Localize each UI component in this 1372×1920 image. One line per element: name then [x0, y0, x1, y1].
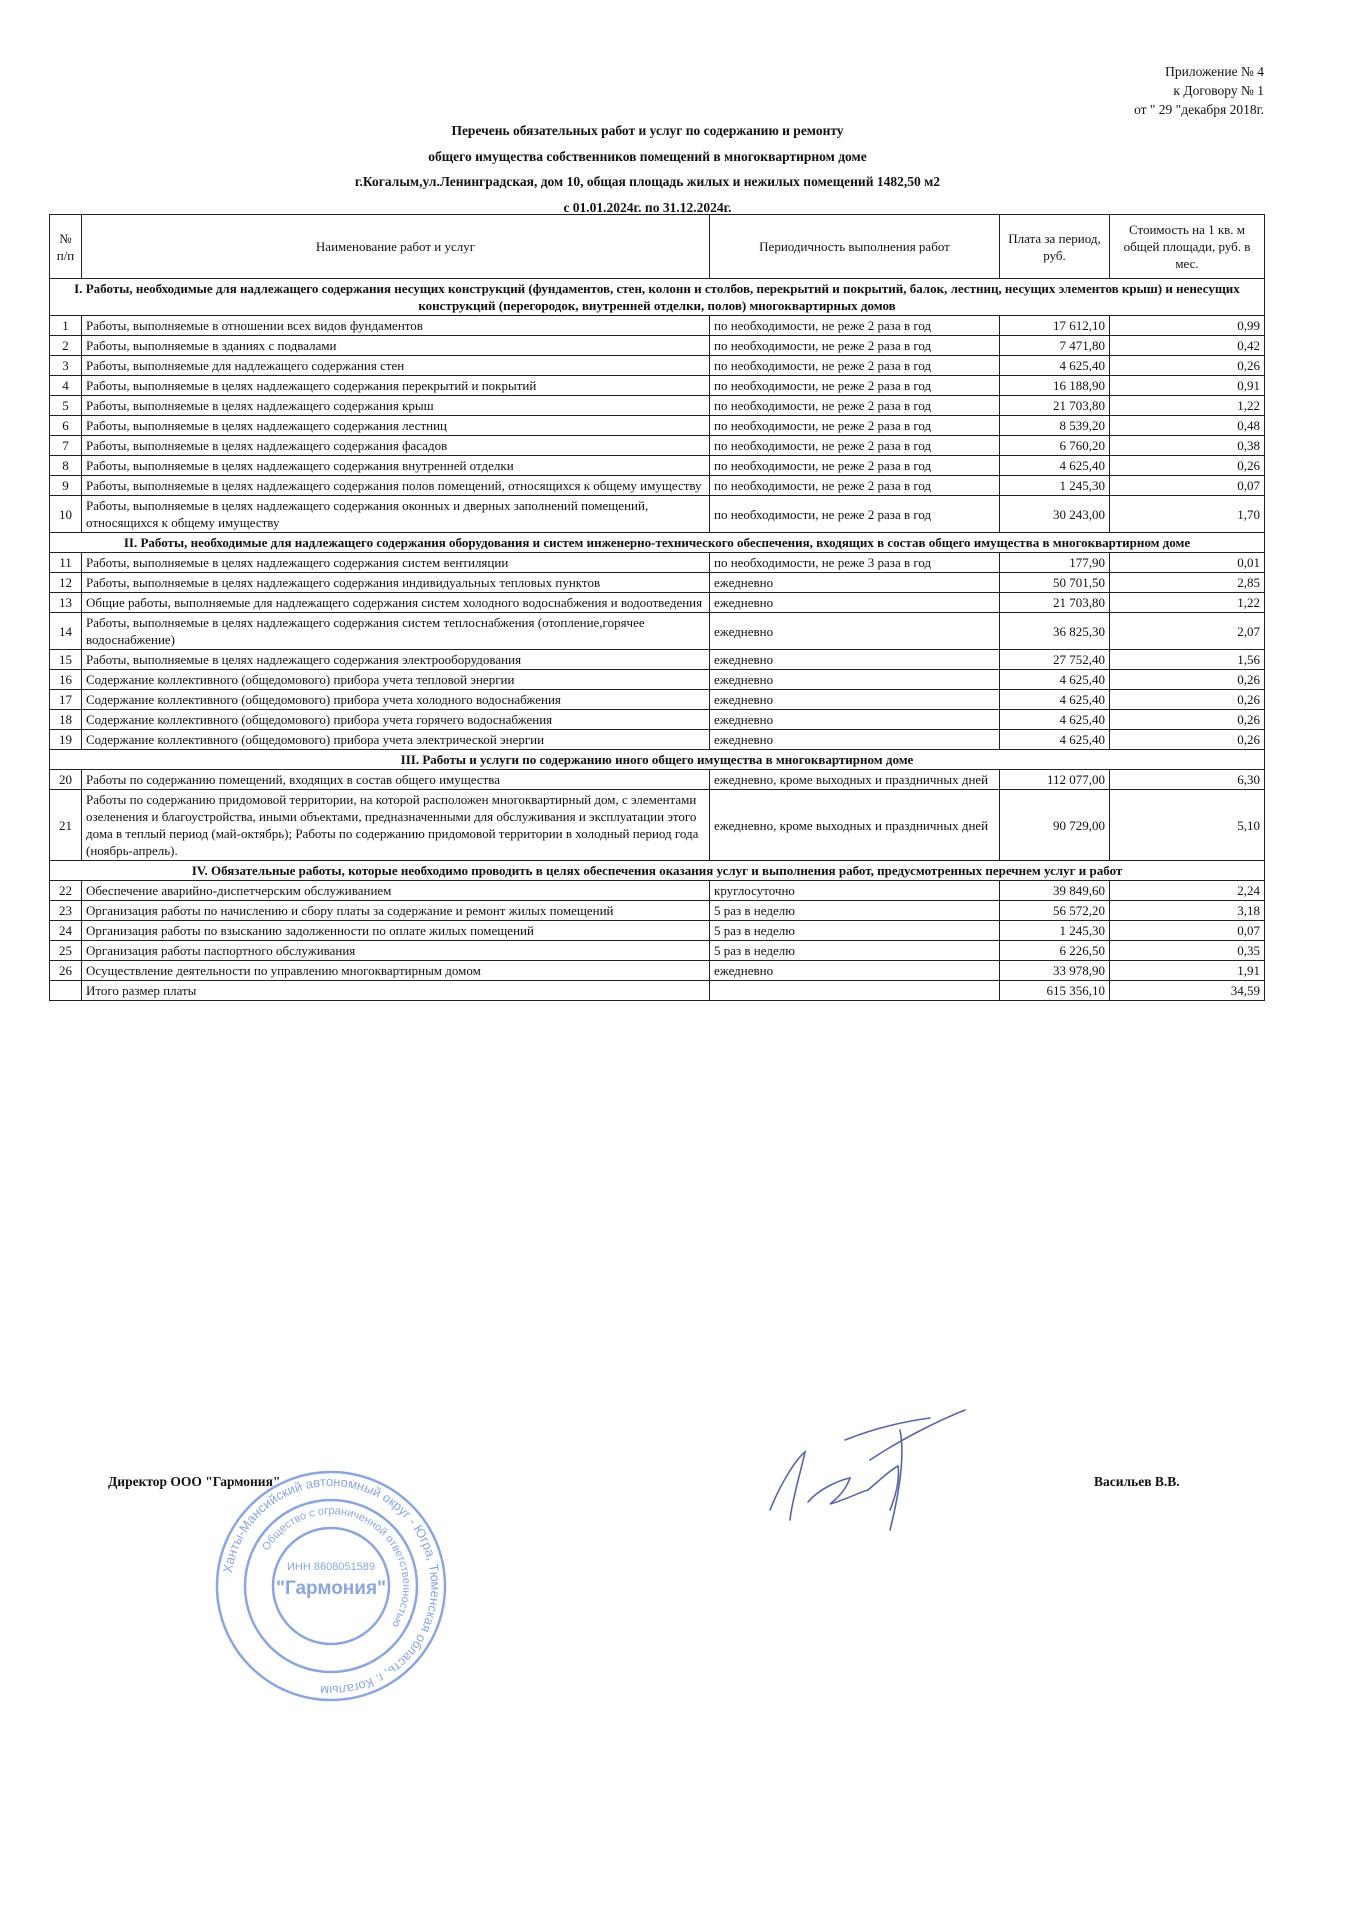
table-header-row — [50, 215, 1265, 279]
appendix-line-3: от " 29 "декабря 2018г. — [1134, 102, 1264, 117]
row-number: 23 — [50, 901, 82, 921]
section-title: II. Работы, необходимые для надлежащего содержания оборудования и систем инженерно-технического обеспечения, входящих в состав общего имущества в многоквартирном доме — [50, 533, 1265, 553]
table-row — [50, 730, 1265, 750]
work-name: Работы по содержанию помещений, входящих в состав общего имущества — [82, 770, 710, 790]
total-row — [50, 981, 1265, 1001]
work-periodicity: ежедневно — [710, 961, 1000, 981]
table-row — [50, 416, 1265, 436]
period-payment: 56 572,20 — [1000, 901, 1110, 921]
header-cost: Стоимость на 1 кв. м общей площади, руб. в мес. — [1110, 215, 1265, 279]
period-payment: 8 539,20 — [1000, 416, 1110, 436]
table-row — [50, 376, 1265, 396]
table-row — [50, 710, 1265, 730]
table-row — [50, 356, 1265, 376]
header-pay: Плата за период, руб. — [1000, 215, 1110, 279]
seal-company-name: "Гармония" — [275, 1578, 387, 1599]
row-number: 17 — [50, 690, 82, 710]
table-body — [50, 279, 1265, 1001]
period-payment: 17 612,10 — [1000, 316, 1110, 336]
period-payment: 30 243,00 — [1000, 496, 1110, 533]
row-number: 15 — [50, 650, 82, 670]
header-num: № п/п — [50, 215, 82, 279]
section-title: IV. Обязательные работы, которые необходимо проводить в целях обеспечения оказания услуг и выполнения работ, предусмотренных перечнем услуг и работ — [50, 861, 1265, 881]
work-name: Работы по содержанию придомовой территории, на которой расположен многоквартирный дом, с элементами озеленения и благоустройства, иными объектами, предназначенными для обслуживания и эксплуатации этого дома в теплый период (май-октябрь); Работы по содержанию придомовой территории в холодный период года (ноябрь-апрель). — [82, 790, 710, 861]
row-number: 3 — [50, 356, 82, 376]
work-periodicity: по необходимости, не реже 2 раза в год — [710, 476, 1000, 496]
row-number: 1 — [50, 316, 82, 336]
work-name: Организация работы по взысканию задолженности по оплате жилых помещений — [82, 921, 710, 941]
cost-per-sqm: 0,91 — [1110, 376, 1265, 396]
work-periodicity: ежедневно, кроме выходных и праздничных дней — [710, 770, 1000, 790]
work-name: Организация работы паспортного обслуживания — [82, 941, 710, 961]
table-row — [50, 553, 1265, 573]
appendix-reference — [1134, 62, 1264, 119]
work-periodicity: ежедневно — [710, 573, 1000, 593]
table-row — [50, 316, 1265, 336]
period-payment: 4 625,40 — [1000, 456, 1110, 476]
work-name: Содержание коллективного (общедомового) прибора учета тепловой энергии — [82, 670, 710, 690]
cost-per-sqm: 0,99 — [1110, 316, 1265, 336]
row-number: 22 — [50, 881, 82, 901]
work-periodicity: ежедневно — [710, 593, 1000, 613]
section-header-row — [50, 279, 1265, 316]
cost-per-sqm: 1,56 — [1110, 650, 1265, 670]
work-periodicity: по необходимости, не реже 2 раза в год — [710, 416, 1000, 436]
cost-per-sqm: 3,18 — [1110, 901, 1265, 921]
section-header-row — [50, 533, 1265, 553]
row-number: 26 — [50, 961, 82, 981]
cost-per-sqm: 2,85 — [1110, 573, 1265, 593]
work-periodicity: по необходимости, не реже 2 раза в год — [710, 396, 1000, 416]
table-row — [50, 961, 1265, 981]
services-table — [49, 214, 1265, 1001]
work-periodicity: круглосуточно — [710, 881, 1000, 901]
work-name: Работы, выполняемые в целях надлежащего содержания фасадов — [82, 436, 710, 456]
period-payment: 4 625,40 — [1000, 670, 1110, 690]
period-payment: 39 849,60 — [1000, 881, 1110, 901]
table-row — [50, 921, 1265, 941]
appendix-line-2: к Договору № 1 — [1173, 83, 1264, 98]
row-number: 12 — [50, 573, 82, 593]
total-payment: 615 356,10 — [1000, 981, 1110, 1001]
row-number: 19 — [50, 730, 82, 750]
table-row — [50, 901, 1265, 921]
table-row — [50, 336, 1265, 356]
table-row — [50, 690, 1265, 710]
work-periodicity: по необходимости, не реже 2 раза в год — [710, 496, 1000, 533]
work-name: Работы, выполняемые в целях надлежащего содержания крыш — [82, 396, 710, 416]
cost-per-sqm: 0,48 — [1110, 416, 1265, 436]
table-row — [50, 613, 1265, 650]
period-payment: 90 729,00 — [1000, 790, 1110, 861]
table-row — [50, 790, 1265, 861]
director-title: Директор ООО "Гармония" — [108, 1474, 281, 1489]
row-number: 7 — [50, 436, 82, 456]
table-row — [50, 436, 1265, 456]
period-payment: 16 188,90 — [1000, 376, 1110, 396]
work-periodicity: по необходимости, не реже 2 раза в год — [710, 456, 1000, 476]
signer-name: Васильев В.В. — [1094, 1474, 1180, 1489]
work-name: Работы, выполняемые в целях надлежащего содержания систем вентиляции — [82, 553, 710, 573]
work-name: Работы, выполняемые для надлежащего содержания стен — [82, 356, 710, 376]
row-number: 14 — [50, 613, 82, 650]
table-row — [50, 670, 1265, 690]
period-payment: 1 245,30 — [1000, 476, 1110, 496]
period-payment: 6 226,50 — [1000, 941, 1110, 961]
cost-per-sqm: 0,26 — [1110, 730, 1265, 750]
table-row — [50, 476, 1265, 496]
header-period: Периодичность выполнения работ — [710, 215, 1000, 279]
cost-per-sqm: 0,26 — [1110, 456, 1265, 476]
row-number: 20 — [50, 770, 82, 790]
work-name: Содержание коллективного (общедомового) прибора учета электрической энергии — [82, 730, 710, 750]
row-number: 21 — [50, 790, 82, 861]
cost-per-sqm: 0,01 — [1110, 553, 1265, 573]
table-row — [50, 456, 1265, 476]
table-row — [50, 650, 1265, 670]
section-header-row — [50, 861, 1265, 881]
work-name: Содержание коллективного (общедомового) прибора учета горячего водоснабжения — [82, 710, 710, 730]
period-payment: 4 625,40 — [1000, 690, 1110, 710]
work-periodicity: ежедневно — [710, 730, 1000, 750]
section-title: I. Работы, необходимые для надлежащего содержания несущих конструкций (фундаментов, стен, колонн и столбов, перекрытий и покрытий, балок, лестниц, несущих элементов крыш) и ненесущих конструкций (перегородок, внутренней отделки, полов) многоквартирных домов — [50, 279, 1265, 316]
work-periodicity: по необходимости, не реже 2 раза в год — [710, 356, 1000, 376]
row-number: 13 — [50, 593, 82, 613]
work-name: Работы, выполняемые в целях надлежащего содержания электрооборудования — [82, 650, 710, 670]
cost-per-sqm: 0,07 — [1110, 476, 1265, 496]
period-payment: 7 471,80 — [1000, 336, 1110, 356]
table-row — [50, 881, 1265, 901]
header-name: Наименование работ и услуг — [82, 215, 710, 279]
work-periodicity: по необходимости, не реже 2 раза в год — [710, 436, 1000, 456]
work-name: Работы, выполняемые в целях надлежащего содержания оконных и дверных заполнений помещений, относящихся к общему имуществу — [82, 496, 710, 533]
total-cost-per-sqm: 34,59 — [1110, 981, 1265, 1001]
cost-per-sqm: 0,42 — [1110, 336, 1265, 356]
work-name: Работы, выполняемые в целях надлежащего содержания перекрытий и покрытий — [82, 376, 710, 396]
table-row — [50, 573, 1265, 593]
period-payment: 4 625,40 — [1000, 710, 1110, 730]
period-payment: 6 760,20 — [1000, 436, 1110, 456]
table-row — [50, 941, 1265, 961]
row-number: 25 — [50, 941, 82, 961]
title-line-1: Перечень обязательных работ и услуг по содержанию и ремонту — [451, 123, 844, 138]
table-row — [50, 396, 1265, 416]
row-number: 6 — [50, 416, 82, 436]
work-periodicity: 5 раз в неделю — [710, 921, 1000, 941]
cost-per-sqm: 5,10 — [1110, 790, 1265, 861]
period-payment: 4 625,40 — [1000, 730, 1110, 750]
work-name: Работы, выполняемые в целях надлежащего содержания внутренней отделки — [82, 456, 710, 476]
row-number: 9 — [50, 476, 82, 496]
cost-per-sqm: 0,26 — [1110, 356, 1265, 376]
work-periodicity: по необходимости, не реже 2 раза в год — [710, 336, 1000, 356]
row-number: 2 — [50, 336, 82, 356]
work-name: Осуществление деятельности по управлению многоквартирным домом — [82, 961, 710, 981]
appendix-line-1: Приложение № 4 — [1165, 64, 1264, 79]
title-line-3: г.Когалым,ул.Ленинградская, дом 10, общая площадь жилых и нежилых помещений 1482,50 м2 — [354, 174, 941, 189]
work-periodicity: 5 раз в неделю — [710, 941, 1000, 961]
period-payment: 112 077,00 — [1000, 770, 1110, 790]
cost-per-sqm: 1,91 — [1110, 961, 1265, 981]
work-name: Работы, выполняемые в отношении всех видов фундаментов — [82, 316, 710, 336]
work-periodicity: ежедневно — [710, 613, 1000, 650]
row-number: 10 — [50, 496, 82, 533]
cost-per-sqm: 1,22 — [1110, 396, 1265, 416]
table-row — [50, 593, 1265, 613]
company-seal — [211, 1466, 451, 1706]
title-line-4: с 01.01.2024г. по 31.12.2024г. — [563, 199, 732, 215]
work-name: Работы, выполняемые в целях надлежащего содержания лестниц — [82, 416, 710, 436]
row-number: 18 — [50, 710, 82, 730]
period-payment: 27 752,40 — [1000, 650, 1110, 670]
cost-per-sqm: 0,26 — [1110, 690, 1265, 710]
work-periodicity: 5 раз в неделю — [710, 901, 1000, 921]
director-signature — [750, 1400, 980, 1550]
total-period-cell — [710, 981, 1000, 1001]
row-number: 24 — [50, 921, 82, 941]
work-periodicity: по необходимости, не реже 2 раза в год — [710, 376, 1000, 396]
period-payment: 177,90 — [1000, 553, 1110, 573]
cost-per-sqm: 2,24 — [1110, 881, 1265, 901]
cost-per-sqm: 1,22 — [1110, 593, 1265, 613]
cost-per-sqm: 6,30 — [1110, 770, 1265, 790]
total-num-cell — [50, 981, 82, 1001]
cost-per-sqm: 0,35 — [1110, 941, 1265, 961]
work-name: Работы, выполняемые в целях надлежащего содержания полов помещений, относящихся к общему имуществу — [82, 476, 710, 496]
row-number: 8 — [50, 456, 82, 476]
table-row — [50, 496, 1265, 533]
period-payment: 21 703,80 — [1000, 396, 1110, 416]
seal-inn: ИНН 8608051589 — [286, 1561, 376, 1573]
work-periodicity: ежедневно — [710, 670, 1000, 690]
seal-outer-text: Ханты-Мансийский автономный округ - Югра, Тюменская область, г. Когалым — [219, 1473, 444, 1699]
work-name: Работы, выполняемые в зданиях с подвалами — [82, 336, 710, 356]
work-name: Обеспечение аварийно-диспетчерским обслуживанием — [82, 881, 710, 901]
work-periodicity: ежедневно — [710, 710, 1000, 730]
cost-per-sqm: 0,26 — [1110, 670, 1265, 690]
work-name: Организация работы по начислению и сбору платы за содержание и ремонт жилых помещений — [82, 901, 710, 921]
cost-per-sqm: 0,26 — [1110, 710, 1265, 730]
row-number: 4 — [50, 376, 82, 396]
work-periodicity: ежедневно — [710, 690, 1000, 710]
work-name: Содержание коллективного (общедомового) прибора учета холодного водоснабжения — [82, 690, 710, 710]
total-label: Итого размер платы — [82, 981, 710, 1001]
work-name: Работы, выполняемые в целях надлежащего содержания индивидуальных тепловых пунктов — [82, 573, 710, 593]
row-number: 16 — [50, 670, 82, 690]
cost-per-sqm: 2,07 — [1110, 613, 1265, 650]
work-periodicity: ежедневно — [710, 650, 1000, 670]
cost-per-sqm: 1,70 — [1110, 496, 1265, 533]
section-title: III. Работы и услуги по содержанию иного общего имущества в многоквартирном доме — [50, 750, 1265, 770]
work-periodicity: ежедневно, кроме выходных и праздничных дней — [710, 790, 1000, 861]
document-title — [0, 118, 1295, 220]
cost-per-sqm: 0,07 — [1110, 921, 1265, 941]
period-payment: 21 703,80 — [1000, 593, 1110, 613]
cost-per-sqm: 0,38 — [1110, 436, 1265, 456]
work-periodicity: по необходимости, не реже 2 раза в год — [710, 316, 1000, 336]
period-payment: 33 978,90 — [1000, 961, 1110, 981]
work-name: Общие работы, выполняемые для надлежащего содержания систем холодного водоснабжения и водоотведения — [82, 593, 710, 613]
period-payment: 4 625,40 — [1000, 356, 1110, 376]
title-line-2: общего имущества собственников помещений в многоквартирном доме — [428, 148, 867, 164]
table-row — [50, 770, 1265, 790]
row-number: 5 — [50, 396, 82, 416]
period-payment: 50 701,50 — [1000, 573, 1110, 593]
work-name: Работы, выполняемые в целях надлежащего содержания систем теплоснабжения (отопление,горячее водоснабжение) — [82, 613, 710, 650]
row-number: 11 — [50, 553, 82, 573]
period-payment: 1 245,30 — [1000, 921, 1110, 941]
period-payment: 36 825,30 — [1000, 613, 1110, 650]
section-header-row — [50, 750, 1265, 770]
seal-inner-text: Общество с ограниченной ответственностью — [260, 1504, 413, 1630]
work-periodicity: по необходимости, не реже 3 раза в год — [710, 553, 1000, 573]
